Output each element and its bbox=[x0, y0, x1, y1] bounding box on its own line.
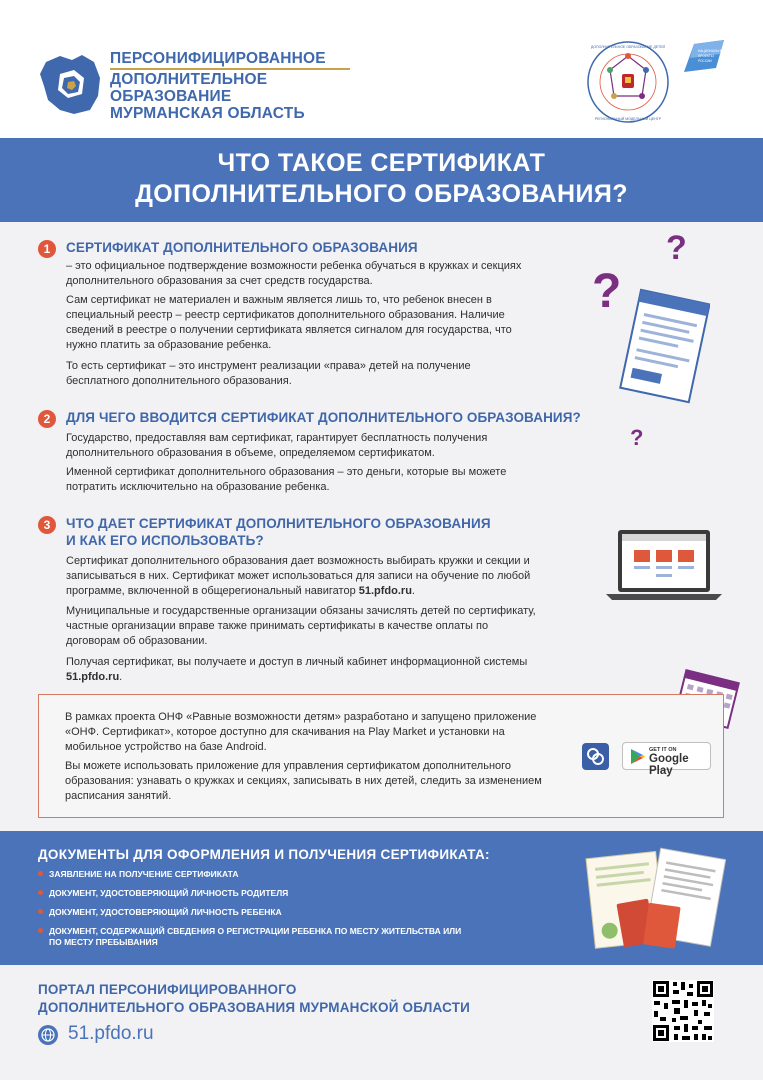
national-projects-flag-icon bbox=[680, 38, 726, 74]
logo-line-1: ПЕРСОНИФИЦИРОВАННОЕ bbox=[110, 50, 350, 70]
laptop-icon bbox=[604, 528, 724, 604]
section-1-para-1: – это официальное подтверждение возможности ребенка обучаться в кружках и секциях дополнительного образования за счет средств государства. bbox=[66, 260, 522, 287]
bullet-icon bbox=[38, 928, 43, 933]
section-2-para-2: Именной сертификат дополнительного образования – это деньги, которые вы можете потратить исключительно на образование ребенка. bbox=[66, 466, 507, 493]
bullet-icon bbox=[38, 871, 43, 876]
section-3-para-3-end: . bbox=[119, 671, 123, 683]
section-3-para-1 bbox=[66, 554, 536, 599]
document-item-text: ЗАЯВЛЕНИЕ НА ПОЛУЧЕНИЕ СЕРТИФИКАТА bbox=[49, 869, 239, 879]
page-title bbox=[0, 138, 763, 210]
region-map-logo-icon bbox=[38, 52, 104, 116]
documents-title: ДОКУМЕНТЫ ДЛЯ ОФОРМЛЕНИЯ И ПОЛУЧЕНИЯ СЕРТИФИКАТА: bbox=[38, 847, 490, 862]
flag-text-2: ПРОЕКТЫ bbox=[698, 54, 714, 58]
question-mark-icon: ? bbox=[666, 229, 687, 267]
section-1-para-3: То есть сертификат – это инструмент реализации «права» детей на получение бесплатного дополнительного образования. bbox=[66, 360, 471, 387]
portal-title-line-1: ПОРТАЛ ПЕРСОНИФИЦИРОВАННОГО bbox=[38, 982, 297, 997]
section-3-para-3-text: Получая сертификат, вы получаете и доступ в личный кабинет информационной системы bbox=[66, 656, 528, 668]
google-play-button[interactable] bbox=[622, 742, 711, 777]
section-3-para-2: Муниципальные и государственные организации обязаны зачислять детей по сертификату, частные организации вправе также принимать сертификаты в качестве оплаты по договорам об образовании. bbox=[66, 605, 536, 647]
portal-title-line-2: ДОПОЛНИТЕЛЬНОГО ОБРАЗОВАНИЯ МУРМАНСКОЙ ОБЛАСТИ bbox=[38, 1000, 471, 1015]
cabinet-link[interactable]: 51.pfdo.ru bbox=[66, 671, 120, 683]
google-play-small-label: GET IT ON bbox=[649, 747, 677, 753]
navigator-link[interactable]: 51.pfdo.ru bbox=[358, 585, 412, 597]
section-3-title-line-2: И КАК ЕГО ИСПОЛЬЗОВАТЬ? bbox=[66, 533, 264, 548]
question-mark-icon: ? bbox=[592, 265, 622, 318]
google-play-label: Google Play bbox=[649, 753, 689, 777]
onf-logo-icon bbox=[582, 743, 609, 770]
logo-line-3: ОБРАЗОВАНИЕ bbox=[110, 88, 232, 105]
badge-text: РЕГИОНАЛЬНЫЙ МОДЕЛЬНЫЙ ЦЕНТР bbox=[594, 117, 662, 121]
document-item-text: ДОКУМЕНТ, УДОСТОВЕРЯЮЩИЙ ЛИЧНОСТЬ РЕБЕНКА bbox=[49, 907, 282, 917]
google-play-icon bbox=[629, 748, 646, 765]
document-item bbox=[38, 907, 468, 918]
document-item-text: ДОКУМЕНТ, УДОСТОВЕРЯЮЩИЙ ЛИЧНОСТЬ РОДИТЕЛЯ bbox=[49, 888, 289, 898]
portal-title bbox=[38, 981, 558, 1017]
document-item bbox=[38, 869, 468, 880]
section-1-title: СЕРТИФИКАТ ДОПОЛНИТЕЛЬНОГО ОБРАЗОВАНИЯ bbox=[66, 240, 418, 255]
section-3-para-3 bbox=[66, 655, 536, 685]
section-3-number: 3 bbox=[38, 516, 56, 534]
header bbox=[0, 0, 763, 138]
app-box-para-2: Вы можете использовать приложение для управления сертификатом дополнительного образования: узнавать о кружках и секциях, записывать в них детей, следить за изменением расписания занятий. bbox=[65, 760, 542, 802]
section-2-para-1: Государство, предоставляя вам сертификат, гарантирует бесплатность получения дополнительного образования в объеме, определяемом сертификатом. bbox=[66, 432, 488, 459]
section-3-para-1-end: . bbox=[411, 585, 415, 597]
badge-text-top: ДОПОЛНИТЕЛЬНОЕ ОБРАЗОВАНИЕ ДЕТЕЙ bbox=[590, 45, 666, 49]
onf-app-icon[interactable] bbox=[582, 743, 609, 770]
section-1-number: 1 bbox=[38, 240, 56, 258]
title-line-2: ДОПОЛНИТЕЛЬНОГО ОБРАЗОВАНИЯ? bbox=[135, 180, 628, 208]
app-box-para-1: В рамках проекта ОНФ «Равные возможности детям» разработано и запущено приложение «ОНФ. Сертификат», которое доступно для скачивания на Play Market и установки на мобильное устройство на базе Android. bbox=[65, 711, 537, 753]
logo-text bbox=[110, 50, 350, 122]
section-2-number: 2 bbox=[38, 410, 56, 428]
flag-text-1: НАЦИОНАЛЬНЫЕ bbox=[698, 49, 726, 53]
bullet-icon bbox=[38, 890, 43, 895]
portal-site-text[interactable]: 51.pfdo.ru bbox=[68, 1023, 154, 1044]
document-item bbox=[38, 888, 468, 899]
question-mark-icon: ? bbox=[630, 425, 644, 450]
regional-center-badge-icon bbox=[586, 40, 670, 124]
logo-line-4: МУРМАНСКАЯ ОБЛАСТЬ bbox=[110, 105, 305, 122]
section-2-title: ДЛЯ ЧЕГО ВВОДИТСЯ СЕРТИФИКАТ ДОПОЛНИТЕЛЬНОГО ОБРАЗОВАНИЯ? bbox=[66, 410, 581, 425]
section-3-title-line-1: ЧТО ДАЕТ СЕРТИФИКАТ ДОПОЛНИТЕЛЬНОГО ОБРАЗОВАНИЯ bbox=[66, 516, 491, 531]
title-band bbox=[0, 138, 763, 222]
section-3-para-1-text: Сертификат дополнительного образования дает возможность выбирать кружки и секции и записываться в них. Сертификат может использоваться для записи на обучение по любой программе, включенной в общерегиональный навигатор bbox=[66, 555, 531, 597]
section-3-title bbox=[66, 515, 626, 549]
qr-code-icon[interactable] bbox=[652, 980, 714, 1042]
document-item bbox=[38, 926, 468, 948]
section-1-para-2: Сам сертификат не материален и важным является лишь то, что ребенок внесен в специальный реестр – реестр сертификатов дополнительного образования. Наличие сведений в реестре о получении сертификата является сигналом для государства, что нужно платить за образование ребенка. bbox=[66, 294, 512, 351]
title-line-1: ЧТО ТАКОЕ СЕРТИФИКАТ bbox=[217, 149, 546, 177]
documents-band bbox=[0, 831, 763, 965]
document-item-text: ДОКУМЕНТ, СОДЕРЖАЩИЙ СВЕДЕНИЯ О РЕГИСТРАЦИИ РЕБЕНКА ПО МЕСТУ ЖИТЕЛЬСТВА ИЛИ ПО МЕСТУ ПРЕБЫВАНИЯ bbox=[49, 926, 462, 947]
globe-icon bbox=[38, 1025, 58, 1045]
documents-illustration-icon bbox=[584, 845, 730, 961]
globe-lines-icon bbox=[38, 1025, 58, 1045]
logo-line-2: ДОПОЛНИТЕЛЬНОЕ bbox=[110, 71, 268, 88]
bullet-icon bbox=[38, 909, 43, 914]
flag-text-3: РОССИИ bbox=[698, 59, 712, 63]
